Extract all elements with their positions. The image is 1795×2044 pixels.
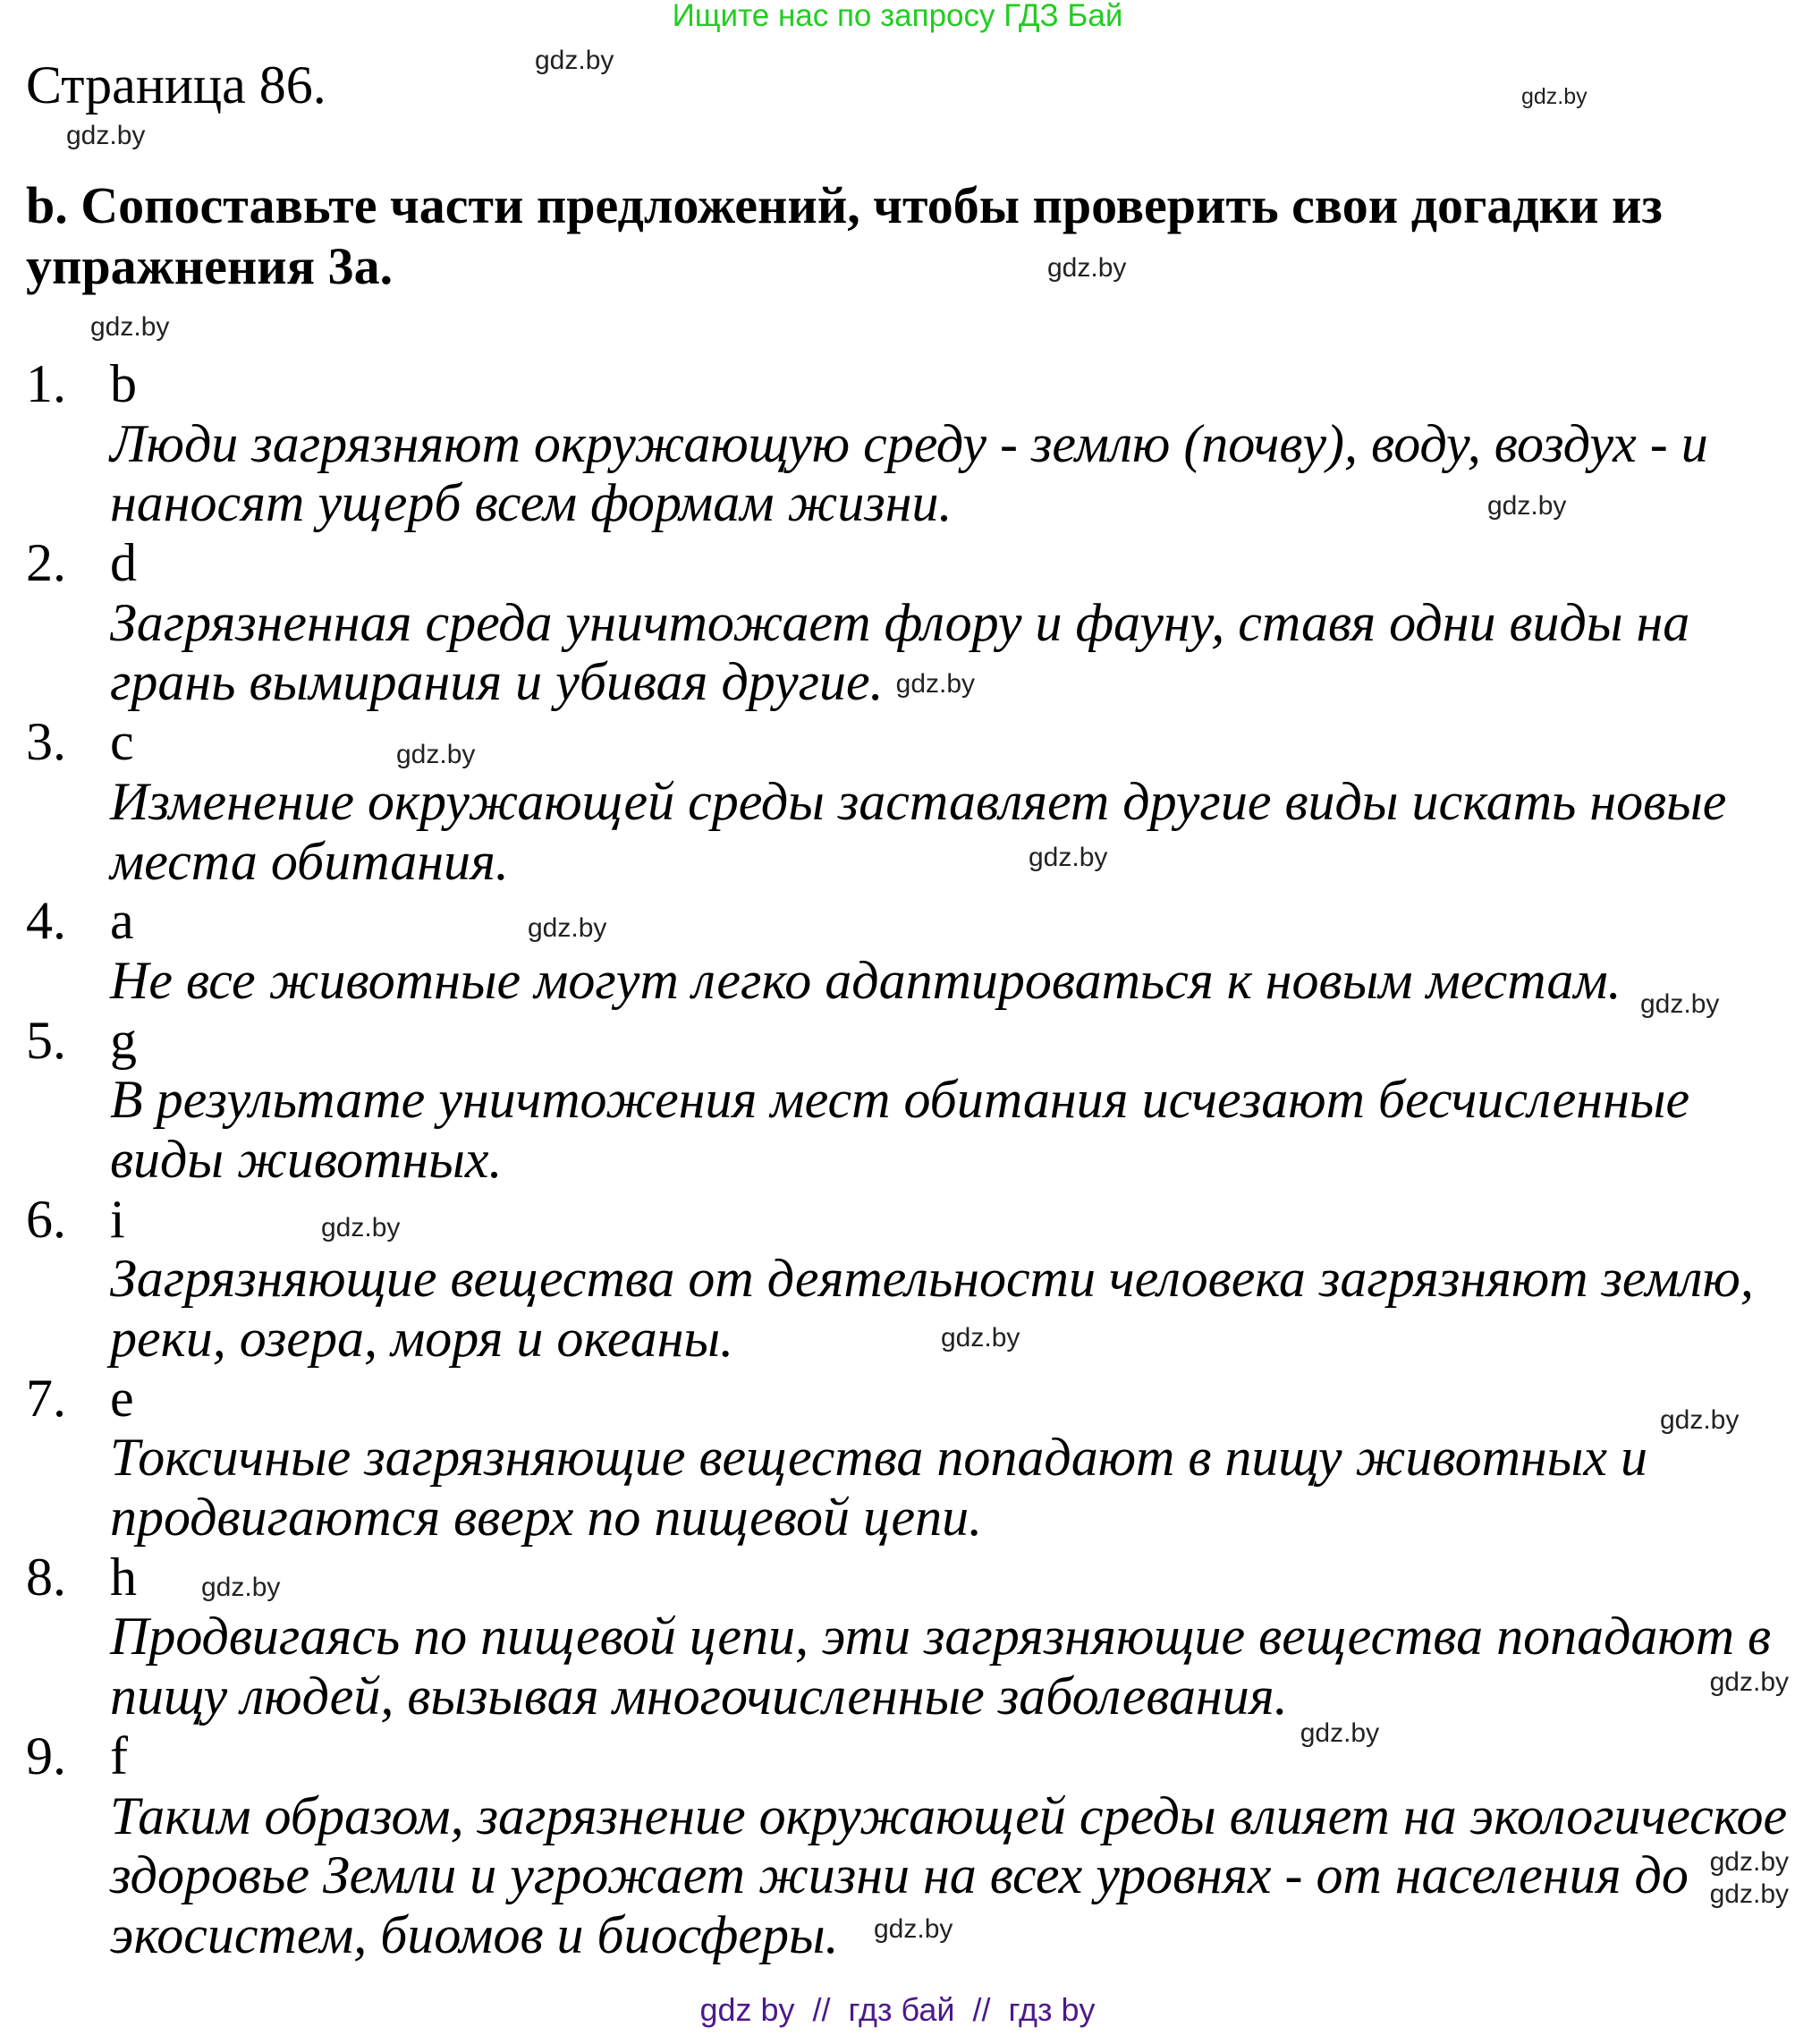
- answer-item-header: [26, 1011, 1787, 1071]
- answer-item-header: [26, 1726, 1787, 1786]
- item-letter: b: [110, 354, 137, 413]
- search-banner: [0, 0, 1795, 34]
- item-sentence-text: Люди загрязняют окружающую среду - землю (почву), воду, воздух - и: [110, 413, 1708, 473]
- answer-item-header: [26, 533, 1787, 593]
- page-title-text: Страница 86.: [26, 55, 326, 114]
- exercise-heading: [26, 175, 1663, 297]
- item-sentence-line: [26, 951, 1787, 1011]
- item-sentence-line: [26, 1428, 1787, 1488]
- item-letter: d: [110, 533, 137, 593]
- footer-links: [0, 1991, 1795, 2029]
- watermark: gdz.by: [321, 1213, 401, 1243]
- watermark: gdz.by: [90, 312, 170, 342]
- item-number: 6.: [26, 1189, 66, 1249]
- item-sentence-line: [26, 1249, 1787, 1309]
- watermark: gdz.by: [528, 913, 607, 943]
- watermark: gdz.by: [941, 1323, 1020, 1353]
- item-sentence-text: пищу людей, вызывая многочисленные заболевания.: [110, 1667, 1288, 1726]
- watermark: gdz.by: [1659, 1405, 1740, 1435]
- item-sentence-line: [26, 1607, 1787, 1667]
- answer-item-header: [26, 1190, 1787, 1250]
- item-sentence-text: экосистем, биомов и биосферы.: [110, 1904, 839, 1964]
- item-letter: h: [110, 1547, 137, 1607]
- item-sentence-text: виды животных.: [110, 1129, 503, 1189]
- item-sentence-text: Токсичные загрязняющие вещества попадают в пищу животных и: [110, 1428, 1647, 1488]
- item-sentence-text: Загрязненная среда уничтожает флору и фауну, ставя одни виды на: [110, 592, 1690, 652]
- item-sentence-line: [26, 1488, 1787, 1548]
- item-sentence-line: [26, 1130, 1787, 1190]
- watermark: gdz.by: [1047, 253, 1127, 283]
- heading-line-text: упражнения 3а.: [26, 237, 394, 295]
- item-number: 5.: [26, 1010, 66, 1070]
- watermark: gdz.by: [535, 46, 614, 75]
- item-sentence-line: [26, 832, 1787, 892]
- watermark: gdz.by: [1640, 989, 1720, 1019]
- item-sentence-line: [26, 1309, 1787, 1369]
- watermark: gdz.by: [1709, 1667, 1789, 1698]
- item-letter: a: [110, 891, 134, 951]
- watermark: gdz.by: [1709, 1846, 1789, 1877]
- item-sentence-text: В результате уничтожения мест обитания исчезают бесчисленные: [110, 1070, 1690, 1130]
- item-sentence-text: здоровье Земли и угрожает жизни на всех уровнях - от населения до: [110, 1845, 1689, 1905]
- watermark: gdz.by: [1521, 84, 1588, 109]
- watermark: gdz.by: [1300, 1718, 1380, 1748]
- watermark: gdz.by: [66, 121, 146, 150]
- answer-item-header: [26, 354, 1787, 414]
- page-title: [26, 55, 326, 114]
- footer-text: gdz by // гдз бай // гдз by: [699, 1991, 1096, 2028]
- heading-line: [26, 236, 1663, 297]
- item-sentence-text: места обитания.: [110, 831, 509, 891]
- heading-line-text: b. Сопоставьте части предложений, чтобы проверить свои догадки из: [26, 176, 1663, 234]
- watermark: gdz.by: [1709, 1879, 1789, 1909]
- watermark: gdz.by: [1487, 491, 1567, 521]
- item-number: 9.: [26, 1726, 66, 1785]
- item-sentence-text: Изменение окружающей среды заставляет другие виды искать новые: [110, 771, 1727, 831]
- item-number: 8.: [26, 1547, 66, 1607]
- item-sentence-text: Загрязняющие вещества от деятельности человека загрязняют землю,: [110, 1249, 1754, 1309]
- item-sentence-line: [26, 1786, 1787, 1846]
- item-number: 7.: [26, 1368, 66, 1428]
- answer-item-header: [26, 1548, 1787, 1607]
- item-sentence-text: наносят ущерб всем формам жизни.: [110, 473, 953, 533]
- item-sentence-text: Таким образом, загрязнение окружающей среды влияет на экологическое: [110, 1785, 1788, 1845]
- item-sentence-text: продвигаются вверх по пищевой цепи.: [110, 1488, 983, 1548]
- watermark: gdz.by: [396, 740, 476, 769]
- item-sentence-line: [26, 1845, 1787, 1905]
- item-sentence-line: [26, 1070, 1787, 1130]
- item-sentence-line: [26, 593, 1787, 653]
- item-number: 2.: [26, 533, 66, 593]
- answer-item-header: [26, 712, 1787, 772]
- item-letter: g: [110, 1010, 137, 1070]
- item-sentence-text: реки, озера, моря и океаны.: [110, 1309, 734, 1368]
- banner-text: Ищите нас по запросу ГДЗ Бай: [672, 0, 1123, 33]
- heading-line: [26, 175, 1663, 236]
- answer-list: [26, 354, 1787, 1965]
- item-number: 1.: [26, 354, 66, 413]
- answer-item-header: [26, 1369, 1787, 1429]
- watermark: gdz.by: [895, 669, 976, 699]
- item-sentence-text: Продвигаясь по пищевой цепи, эти загрязняющие вещества попадают в: [110, 1607, 1772, 1667]
- item-letter: e: [110, 1368, 134, 1428]
- answer-item-header: [26, 891, 1787, 951]
- item-sentence-line: [26, 414, 1787, 474]
- watermark: gdz.by: [1029, 843, 1108, 872]
- item-sentence-line: [26, 772, 1787, 832]
- item-sentence-text: Не все животные могут легко адаптироваться к новым местам.: [110, 950, 1621, 1010]
- watermark: gdz.by: [874, 1914, 953, 1944]
- item-number: 4.: [26, 891, 66, 951]
- item-sentence-text: грань вымирания и убивая другие.: [110, 652, 884, 712]
- item-sentence-line: [26, 1667, 1787, 1726]
- item-letter: c: [110, 712, 134, 772]
- item-letter: i: [110, 1189, 125, 1249]
- item-letter: f: [110, 1726, 128, 1785]
- item-number: 3.: [26, 712, 66, 772]
- watermark: gdz.by: [201, 1573, 281, 1602]
